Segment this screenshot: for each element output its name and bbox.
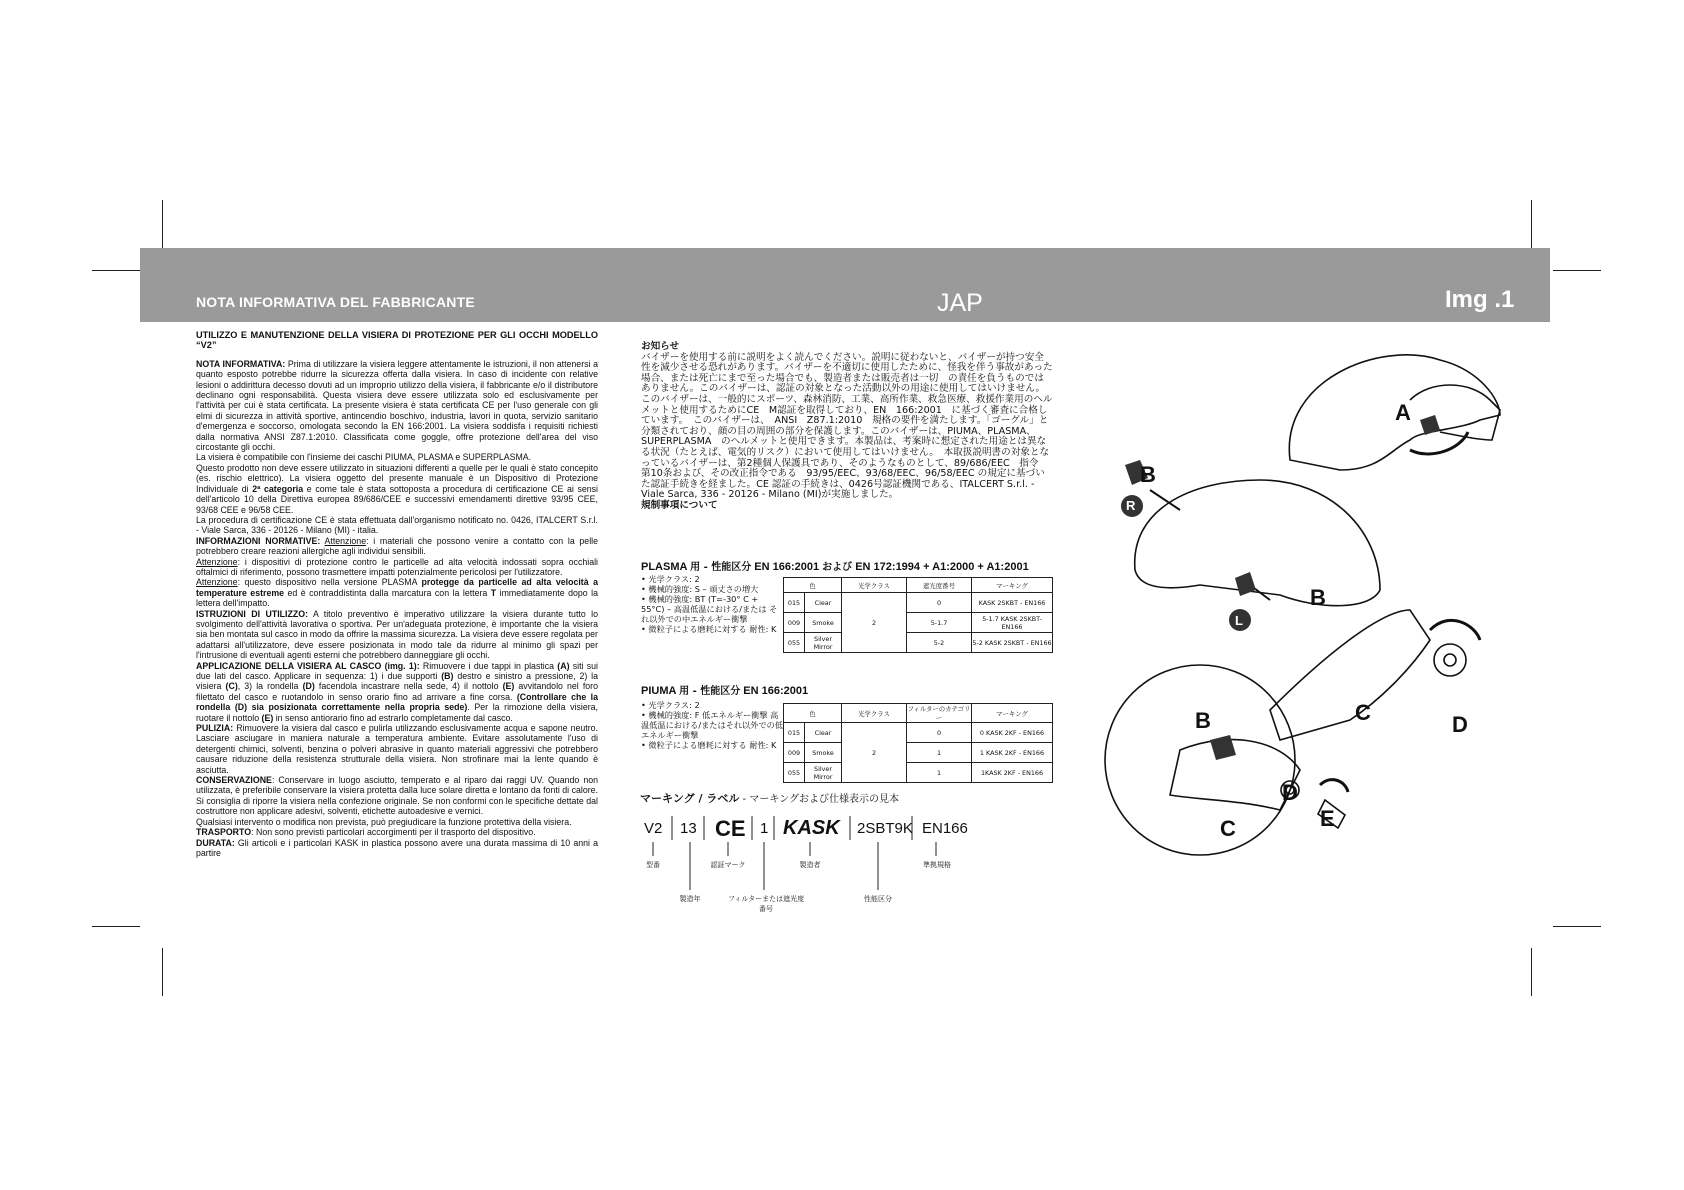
- mark-year: 13: [680, 820, 697, 837]
- paragraph: ISTRUZIONI DI UTILIZZO: A titolo preventivo è imperativo utilizzare la visiera durante tutto lo svolgimento dell'attività lavorativa o sportiva. Per un'adeguata protezione, è importante che la visiera sia ben montata sul casco in modo da offrire la massima sicurezza. La visiera deve essere regolata per adattarsi all'utilizzatore, deve essere posizionata in modo tale da ridurre al minimo gli spazi per l'intrusione di eventuali agenti esterni che potrebbero danneggiare gli occhi.: [196, 608, 599, 661]
- label-support: B: [1140, 462, 1156, 487]
- table-header-row: 色 光学クラス 遮光度番号 マーキング: [784, 578, 1053, 593]
- piuma-spec-table: [783, 703, 1053, 783]
- crop-mark: [92, 270, 140, 271]
- label-filter: フィルターまたは遮光度番号: [727, 895, 805, 913]
- crop-mark: [1553, 270, 1601, 271]
- marking-separators: [640, 790, 1060, 910]
- label-cap: A: [1395, 400, 1411, 425]
- label-cert-mark: 認証マーク: [710, 861, 746, 869]
- label-year: 製造年: [679, 895, 701, 903]
- paragraph: DURATA: Gli articoli e i particolari KASK in plastica possono avere una durata massima di 10 anni a partire: [196, 837, 598, 858]
- label-support: B: [1310, 585, 1326, 610]
- japanese-regulations-heading: 規制事項について: [641, 499, 718, 511]
- table-row: 009 Smoke 5-1.7 5-1.7 KASK 2SKBT- EN166: [784, 613, 1053, 633]
- manufacturer-note-title: NOTA INFORMATIVA DEL FABBRICANTE: [196, 294, 475, 310]
- hand-outline: [1410, 385, 1500, 440]
- paragraph: TRASPORTO: Non sono previsti particolari accorgimenti per il trasporto del dispositivo.: [196, 827, 536, 838]
- rotate-arrow: [1430, 620, 1480, 640]
- plasma-section-title: PLASMA 用 - 性能区分 EN 166:2001 および EN 172:1994 + A1:2000 + A1:2001: [641, 561, 1029, 573]
- marking-example: [640, 790, 1060, 913]
- label-washer: D: [1452, 712, 1468, 737]
- paragraph: Attenzione: i dispositivi di protezione contro le particelle ad alta velocità indossati sopra occhiali oftalmici di riferimento, possono trasmettere impatti potenzialmente pericolosi per l'utilizzatore.: [196, 556, 598, 577]
- table-row: 055 Silver Mirror 5-2 5-2 KASK 2SKBT - EN166: [784, 633, 1053, 653]
- label-standard: 準拠規格: [923, 861, 951, 869]
- crop-mark: [162, 948, 163, 996]
- crop-mark: [92, 926, 140, 927]
- image-number: Img .1: [1445, 286, 1515, 313]
- piuma-section-title: PIUMA 用 - 性能区分 EN 166:2001: [641, 685, 809, 697]
- washer: [1444, 654, 1456, 666]
- side-label-right: R: [1126, 498, 1136, 513]
- piuma-bullets: • 光学クラス: 2 • 機械的強度: F 低エネルギー衝撃 高温低温における/またはそれ以外での低エネルギー衝撃 • 微粒子による磨耗に対する 耐性: K: [641, 700, 783, 750]
- paragraph: La procedura di certificazione CE è stata effettuata dall'organismo notificato no. 0426, ITALCERT S.r.l. - Viale Sarca, 336 - 20126 - Milano (MI) - italia.: [196, 514, 598, 536]
- paragraph: La visiera è compatibile con l'insieme dei caschi PIUMA, PLASMA e SUPERPLASMA.: [196, 452, 532, 463]
- table-row: 009 Smoke 1 1 KASK 2KF - EN166: [784, 743, 1053, 763]
- paragraph: Qualsiasi intervento o modifica non prevista, può pregiudicare la funzione protettiva della visiera.: [196, 816, 572, 827]
- plasma-spec-table: [783, 577, 1053, 653]
- paragraph: APPLICAZIONE DELLA VISIERA AL CASCO (img. 1): Rimuovere i due tappi in plastica (A) siti sui due lati del casco. Applicare in sequenza: 1) i due supporti (B) destro e sinistro a pressione, 2) la visiera (C), 3) la rondella (D) facendola incastrare nella sede, 4) il nottolo (E) avvitandolo nel foro filettato del casco e ruotandolo in senso orario fino ad arrivare a fine corsa. (Controllare che la rondella (D) sia posizionata correttamente nella propria sede). Per la rimozione della visiera, ruotare il nottolo (E) in senso antiorario fino ad estrarlo completamente dal casco.: [196, 660, 599, 723]
- crop-mark: [162, 200, 163, 248]
- label-knob: E: [1320, 806, 1335, 831]
- side-label-left: L: [1235, 613, 1243, 628]
- label-visor: C: [1220, 816, 1236, 841]
- japanese-body: バイザーを使用する前に説明をよく読んでください。説明に従わないと、バイザーが持つ安全性を減少させる恐れがあります。バイザーを不適切に使用したために、怪我を伴う事故があった場合、または死亡にまで至った場合でも、製造者または販売者は一切 の責任を負うものではありません。このバイザーは、認証の対象となった活動以外の用途に使用してはいけません。このバイザーは、一般的にスポーツ、森林消防、工業、高所作業、救急医療、救援作業用のヘルメットと使用するためにCE M認証を取得しており、EN 166:2001 に基づく審査に合格しています。 このバイザーは、 ANSI Z87.1:2010 規格の要件を満たします。「ゴーグル」と分類されており、顔の目の周囲の部分を保護します。このバイザーは、PIUMA、PLASMA、SUPERPLASMA のヘルメットと使用できます。本製品は、考案時に想定された用途とは異なる状況（たとえば、電気的リスク）において使用してはいけません。 本取扱説明書の対象となっているバイザーは、第2種個人保護具であり、そのようなものとして、89/686/EEC 指令 第10条および、その改正指令である 93/95/EEC、93/68/EEC、96/58/EEC の規定に基づいた認証手続きを経ました。CE 認証の手続きは、0426号認証機関である、ITALCERT S.r.l. - Viale Sarca, 336 - 20126 - Milano (MI)が実施しました。: [641, 351, 1053, 501]
- crop-mark: [1531, 200, 1532, 248]
- language-code: JAP: [937, 289, 983, 317]
- cap-part: [1420, 415, 1440, 435]
- support-arrow: [1150, 490, 1180, 510]
- label-visor: C: [1355, 700, 1371, 725]
- visor-outline: [1270, 610, 1430, 740]
- label-model: 型番: [646, 861, 660, 869]
- paragraph: INFORMAZIONI NORMATIVE: Attenzione: i materiali che possono venire a contatto con la pelle potrebbero creare reazioni allergiche agli individui sensibili.: [196, 535, 599, 557]
- label-support: B: [1195, 708, 1211, 733]
- kask-logo: KASK: [783, 817, 840, 839]
- marking-title: マーキング / ラベル - マーキングおよび仕様表示の見本: [640, 792, 900, 805]
- japanese-notice: [641, 342, 1053, 512]
- table-row: 015 Clear 2 0 0 KASK 2KF - EN166: [784, 723, 1053, 743]
- paragraph: CONSERVAZIONE: Conservare in luogo asciutto, temperato e al riparo dai raggi UV. Quando non utilizzata, è preferibile conservare la visiera protetta dalla luce solare diretta e lontano da fonti di calore. Si consiglia di riporre la visiera nella confezione originale. Se non conformi con le specifiche dettate dal costruttore non applicare adesivi, solventi, etichette autoadesive e vernici.: [196, 775, 598, 817]
- plasma-bullets: • 光学クラス: 2 • 機械的強度: S – 頑丈さの増大 • 機械的強度: BT (T=-30° C + 55°C) – 高温低温における/または それ以外での中エネルギー衝撃 • 微粒子による磨耗に対する 耐性: K: [641, 574, 778, 634]
- mark-standard: EN166: [922, 820, 968, 837]
- japanese-heading: お知らせ: [641, 341, 680, 352]
- table-header-row: 色 光学クラス フィルターのカテゴリー マーキング: [784, 704, 1053, 723]
- visor-detail: [1170, 740, 1300, 810]
- paragraph: PULIZIA: Rimuovere la visiera dal casco e pulirla utilizzando esclusivamente acqua e sapone neutro. Lasciare asciugare in maniera naturale a temperatura ambiente. Evitare assolutamente l'uso di detergenti chimici, solventi, benzina o polveri abrasive in quanto materiali aggressivi che potrebbero causare riduzione della resistenza strutturale della visiera. Non strofinare mai la lente quando è asciutta.: [196, 723, 598, 775]
- label-washer: D: [1282, 780, 1298, 805]
- table-row: 015 Clear 2 0 KASK 2SKBT - EN166: [784, 593, 1053, 613]
- paragraph: Attenzione: questo dispositivo nella versione PLASMA protegge da particelle ad alta velocità a temperature estreme ed è contraddistinta dalla marcatura con la lettera T immediatamente dopo la lettera dell'impatto.: [196, 577, 598, 609]
- helmet-middle-outline: [1135, 480, 1380, 606]
- mark-model: V2: [644, 820, 663, 837]
- table-row: 055 Silver Mirror 1 1KASK 2KF - EN166: [784, 763, 1053, 783]
- paragraph: Questo prodotto non deve essere utilizzato in situazioni differenti a quelle per le quali è stato concepito (es. rischio elettrico). La visiera oggetto del presente manuale è un Dispositivo di Protezione Individuale di 2ª categoria e come tale è stata sottoposta a procedura di certificazione CE ai sensi dell'articolo 10 della Direttiva europea 89/686/CEE e successivi emendamenti direttive 93/95 CEE, 93/68 CEE e 96/58 CEE.: [196, 462, 599, 515]
- washer: [1434, 644, 1466, 676]
- mark-filter: 1: [760, 820, 769, 837]
- ce-mark: CE: [715, 816, 746, 841]
- crop-mark: [1531, 948, 1532, 996]
- rotate-arrow: [1320, 780, 1348, 792]
- italian-title: UTILIZZO E MANUTENZIONE DELLA VISIERA DI PROTEZIONE PER GLI OCCHI MODELLO “V2”: [196, 330, 598, 351]
- mark-class: 2SBT9K: [857, 820, 913, 837]
- italian-instructions: [196, 330, 598, 858]
- detail-circle: [1105, 665, 1295, 855]
- label-manufacturer: 製造者: [799, 861, 821, 869]
- header-band: [140, 248, 1550, 322]
- paragraph: NOTA INFORMATIVA: Prima di utilizzare la visiera leggere attentamente le istruzioni, il non attenersi a quanto esposto potrebbe ridurre la sicurezza offerta dalla visiera. In caso di incidente con relative lesioni o addirittura decesso dovuti ad un improprio utilizzo della visiera, il fabbricante e/o il distributore declinano ogni responsabilità. Questa visiera deve essere utilizzata solo ed esclusivamente per l'attività per cui è stata certificata. La presente visiera è stata certificata CE per l'uso generale con gli elmi di sicurezza in attività sportive, antincendio boschivo, industria, lavori in quota, servizio sanitario d'emergenza e soccorso, omologata secondo la EN 166:2001. La visiera soddisfa i requisiti richiesti dalla normativa ANSI Z87.1:2010. Classificata come goggle, offre protezione dell'area del viso circostante gli occhi.: [196, 358, 598, 453]
- crop-mark: [1553, 926, 1601, 927]
- label-class: 性能区分: [864, 895, 892, 903]
